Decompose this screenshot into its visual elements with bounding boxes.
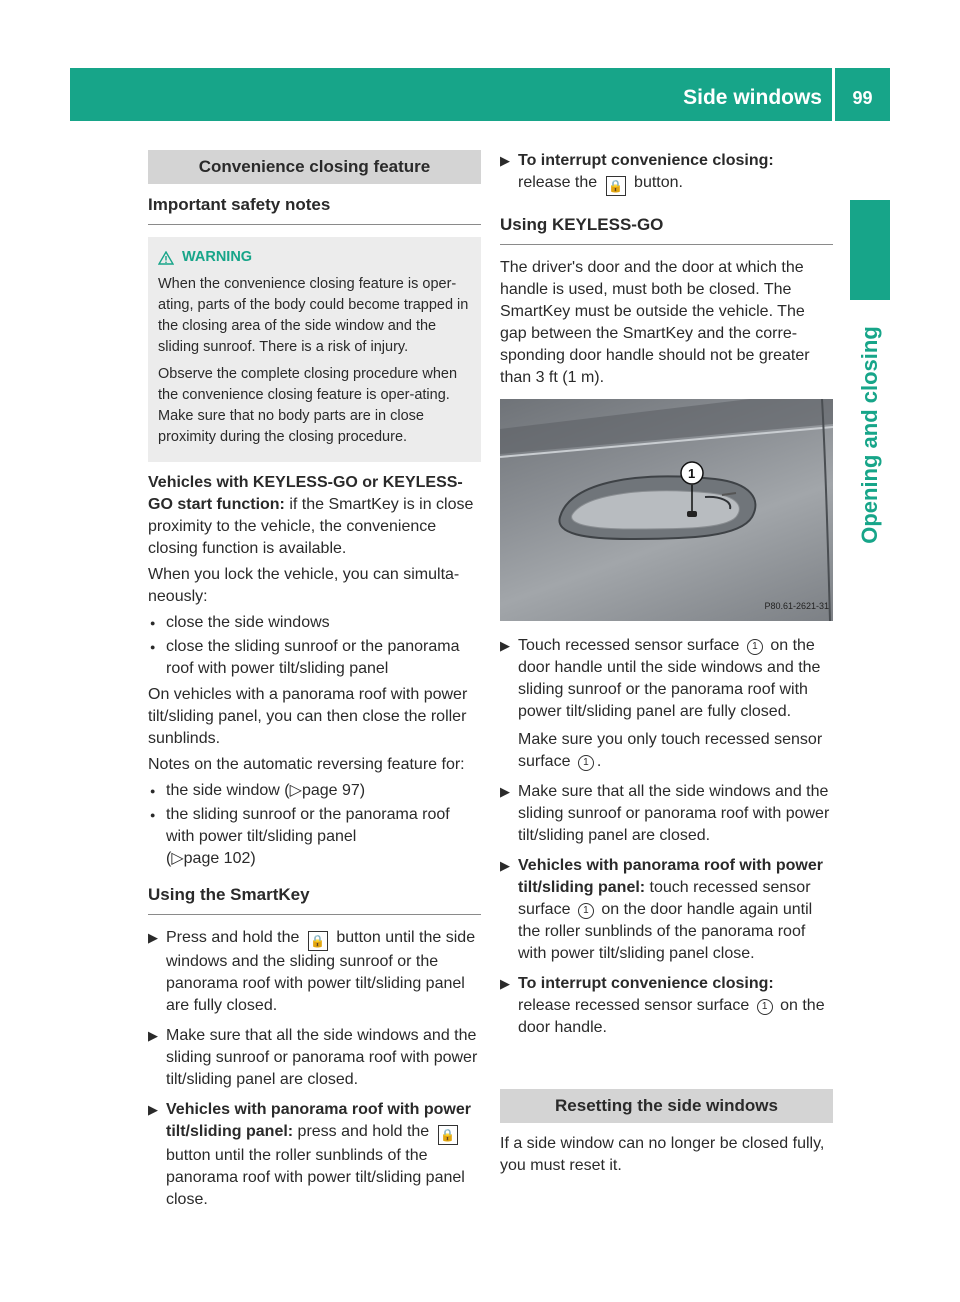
interrupt2-pre: release recessed sensor surface — [518, 997, 754, 1014]
section-title-resetting: Resetting the side windows — [500, 1089, 833, 1123]
chapter-label-text: Opening and closing — [857, 326, 882, 544]
header-bar — [70, 68, 890, 121]
lock-intro: When you lock the vehicle, you can simulta-neously: — [148, 566, 460, 605]
reset-text: If a side window can no longer be closed fully, you must reset it. — [500, 1135, 825, 1174]
section-title-convenience: Convenience closing feature — [148, 150, 481, 184]
header-title: Side windows — [683, 86, 822, 109]
callout-1-icon: 1 — [578, 903, 594, 919]
figure-code: P80.61-2621-31 — [764, 601, 829, 611]
step-arrow-icon: ▶ — [148, 930, 158, 945]
step-arrow-icon: ▶ — [500, 858, 510, 873]
right-column — [500, 150, 833, 1181]
step-arrow-icon: ▶ — [500, 153, 510, 168]
step1-pre: Press and hold the — [166, 929, 304, 946]
callout-1-icon: 1 — [578, 755, 594, 771]
step-interrupt-sensor — [500, 973, 833, 1039]
chapter-label — [850, 310, 890, 560]
reversing-bullet1-text: the side window ( — [166, 782, 290, 799]
step-panorama — [148, 1099, 481, 1211]
left-column — [148, 150, 481, 1219]
lock-button-icon: 🔒 — [438, 1125, 458, 1145]
door-handle-figure — [500, 399, 833, 621]
list-item: ● the sliding sunroof or the panorama roof with power tilt/sliding panel (▷page 102) — [148, 804, 481, 870]
touch-pre: Touch recessed sensor surface — [518, 637, 744, 654]
keyless-intro: The driver's door and the door at which the handle is used, must both be closed. The SmartKey must be outside the vehicle. The gap between the SmartKey and the corre-sponding door handle should not be greater than 3 ft (1 m). — [500, 259, 810, 386]
step-panorama-touch — [500, 855, 833, 965]
list-item: ● close the side windows — [148, 612, 481, 634]
reversing-bullet-list — [148, 780, 481, 870]
panorama-note: On vehicles with a panorama roof with power tilt/sliding panel, you can then close the roller sunblinds. — [148, 686, 468, 747]
warning-triangle-icon — [158, 251, 174, 265]
heading-safety-notes: Important safety notes — [148, 194, 481, 225]
page-ref-icon: ▷ — [171, 850, 184, 867]
interrupt-post: button. — [629, 174, 683, 191]
interrupt-pre: release the — [518, 174, 602, 191]
step3-post: button until the roller sunblinds of the panorama roof with power tilt/sliding panel close. — [166, 1147, 465, 1208]
warning-header — [158, 247, 473, 268]
heading-keyless-go: Using KEYLESS-GO — [500, 214, 833, 245]
keyless-paragraph — [148, 472, 481, 560]
interrupt2-post: on the door handle. — [518, 997, 825, 1036]
keyless-text: if the SmartKey is in close proximity to the vehicle, the convenience closing function is available. — [148, 496, 474, 557]
step-make-sure — [148, 1025, 481, 1091]
step3-pre: press and hold the — [293, 1123, 434, 1140]
page-ref-link[interactable]: page 102) — [183, 850, 256, 867]
page-number: 99 — [852, 88, 873, 108]
figure-callout-1: 1 — [688, 466, 696, 481]
step-touch-sensor — [500, 635, 833, 773]
reversing-bullet2-text: the sliding sunroof or the panorama roof with power tilt/sliding panel — [166, 806, 450, 845]
touch-post: on the door handle until the side windows and the sliding sunroof or the panorama roof with power tilt/sliding panel are fully closed. — [518, 637, 821, 720]
callout-1-icon: 1 — [757, 999, 773, 1015]
step2-text: Make sure that all the side windows and the sliding sunroof or panorama roof with power tilt/sliding panel are closed. — [166, 1027, 478, 1088]
touch-note-post: . — [596, 753, 602, 770]
interrupt2-bold: To interrupt convenience closing: — [518, 975, 774, 992]
step-arrow-icon: ▶ — [148, 1102, 158, 1117]
step-arrow-icon: ▶ — [148, 1028, 158, 1043]
chapter-tab — [850, 200, 890, 300]
warning-text-2: Observe the complete closing procedure when the convenience closing feature is oper-ating. Make sure that no body parts are in close proximity during the closing procedure. — [158, 366, 458, 445]
page-ref-icon: ▷ — [289, 782, 302, 799]
panorama-bold: Vehicles with panorama roof with power tilt/sliding panel: — [518, 857, 823, 896]
callout-1-icon: 1 — [747, 639, 763, 655]
reversing-intro: Notes on the automatic reversing feature for: — [148, 756, 465, 773]
lock-button-icon: 🔒 — [308, 931, 328, 951]
step-check-closed — [500, 781, 833, 847]
panorama-post: on the door handle again until the roller sunblinds of the panorama roof with power tilt/sliding panel close. — [518, 901, 813, 962]
check-step-text: Make sure that all the side windows and the sliding sunroof or panorama roof with power tilt/sliding panel are closed. — [518, 783, 830, 844]
warning-box — [148, 237, 481, 462]
step3-bold: Vehicles with panorama roof with power tilt/sliding panel: — [166, 1101, 471, 1140]
list-item: ● close the sliding sunroof or the panorama roof with power tilt/sliding panel — [148, 636, 481, 680]
step-arrow-icon: ▶ — [500, 976, 510, 991]
door-handle-illustration — [500, 399, 833, 621]
lock-bullet-list — [148, 612, 481, 680]
step1-post: button until the side windows and the sliding sunroof or the panorama roof with power tilt/sliding panel are fully closed. — [166, 929, 476, 1014]
page-ref-link[interactable]: page 97) — [301, 782, 366, 799]
step-arrow-icon: ▶ — [500, 784, 510, 799]
warning-text-1: When the convenience closing feature is oper-ating, parts of the body could become trapped in the closing area of the side window and the sliding sunroof. There is a risk of injury. — [158, 276, 469, 355]
step-interrupt — [500, 150, 833, 196]
list-item — [148, 780, 481, 802]
lock-button-icon: 🔒 — [606, 176, 626, 196]
heading-smartkey: Using the SmartKey — [148, 884, 481, 915]
panorama-pre: touch recessed sensor surface — [518, 879, 811, 918]
interrupt-bold: To interrupt convenience closing: — [518, 152, 774, 169]
step-press-hold — [148, 927, 481, 1017]
touch-note-pre: Make sure you only touch recessed sensor surface — [518, 731, 823, 770]
keyless-bold: Vehicles with KEYLESS-GO or KEYLESS-GO start function: — [148, 474, 463, 513]
warning-label: WARNING — [182, 249, 253, 265]
step-arrow-icon: ▶ — [500, 638, 510, 653]
